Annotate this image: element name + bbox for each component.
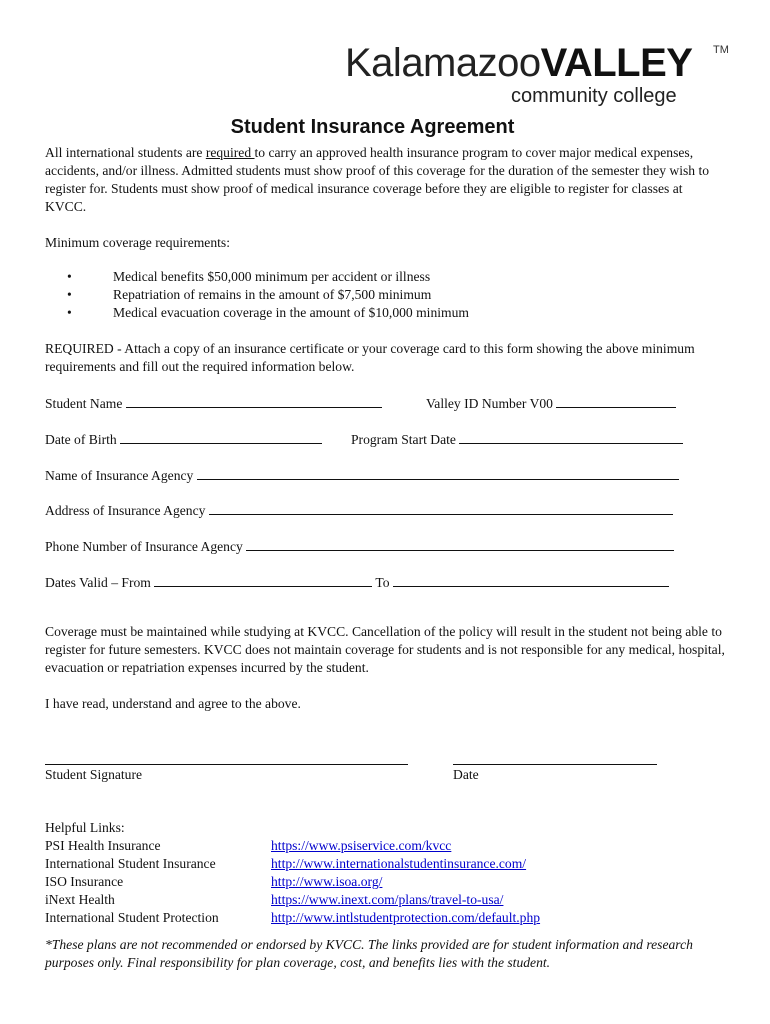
date-label: Date bbox=[453, 767, 479, 782]
program-start-label: Program Start Date bbox=[351, 432, 456, 447]
agency-phone-row bbox=[45, 537, 674, 556]
link-name: ISO Insurance bbox=[45, 874, 124, 889]
agency-name-field[interactable] bbox=[197, 466, 679, 480]
agency-address-row bbox=[45, 501, 673, 520]
logo-trademark: TM bbox=[713, 44, 729, 56]
intro-pre: All international students are bbox=[45, 145, 206, 160]
agency-address-field[interactable] bbox=[209, 501, 673, 515]
dates-to-label: To bbox=[375, 575, 390, 590]
helpful-links-heading: Helpful Links: bbox=[45, 820, 125, 835]
program-start-field[interactable] bbox=[459, 430, 683, 444]
link-international-student-insurance[interactable]: http://www.internationalstudentinsurance.com/ bbox=[271, 856, 527, 871]
requirements-list bbox=[45, 268, 725, 322]
intro-paragraph bbox=[45, 144, 725, 216]
requirement-item: • Repatriation of remains in the amount of $7,500 minimum bbox=[67, 287, 432, 302]
dob-field[interactable] bbox=[120, 430, 322, 444]
required-note: REQUIRED - Attach a copy of an insurance certificate or your coverage card to this form showing the above minimum requirements and fill out the required information below. bbox=[45, 341, 695, 374]
agency-phone-label: Phone Number of Insurance Agency bbox=[45, 539, 243, 554]
page-title: Student Insurance Agreement bbox=[230, 116, 515, 138]
valley-id-field[interactable] bbox=[556, 394, 676, 408]
dates-from-field[interactable] bbox=[154, 573, 372, 587]
intro-required: required bbox=[205, 145, 255, 160]
link-name: International Student Insurance bbox=[45, 856, 216, 871]
coverage-note: Coverage must be maintained while studying at KVCC. Cancellation of the policy will result in the student not being able to register for future semesters. KVCC does not maintain coverage for students and is not responsible for any medical, hospital, evacuation or repatriation expenses incurred by the student. bbox=[45, 624, 725, 675]
dob-row bbox=[45, 430, 322, 449]
agency-name-label: Name of Insurance Agency bbox=[45, 468, 194, 483]
link-intl-student-protection[interactable]: http://www.intlstudentprotection.com/default.php bbox=[271, 910, 541, 925]
intro-post: to carry an approved health insurance program to cover major medical expenses, accidents, and/or illness. Admitted students must show proof of this coverage for the duration of the semester they wish to register for. Students must show proof of medical insurance coverage before they are eligible to register for classes at KVCC. bbox=[45, 145, 710, 214]
logo-subtitle: community college bbox=[511, 85, 677, 107]
dates-from-label: Dates Valid – From bbox=[45, 575, 151, 590]
program-start-row bbox=[351, 430, 683, 449]
disclaimer: *These plans are not recommended or endorsed by KVCC. The links provided are for student information and research purposes only. Final responsibility for plan coverage, cost, and benefits lies with the student. bbox=[45, 937, 693, 970]
student-name-row bbox=[45, 394, 382, 413]
logo-valley: VALLEY bbox=[540, 41, 693, 85]
dob-label: Date of Birth bbox=[45, 432, 117, 447]
link-iso[interactable]: http://www.isoa.org/ bbox=[271, 874, 383, 889]
bullet-icon: • bbox=[67, 287, 72, 302]
bullet-icon: • bbox=[67, 269, 72, 284]
link-inext[interactable]: https://www.inext.com/plans/travel-to-usa/ bbox=[271, 892, 504, 907]
college-logo bbox=[345, 40, 735, 112]
student-name-label: Student Name bbox=[45, 396, 123, 411]
min-coverage-heading: Minimum coverage requirements: bbox=[45, 235, 230, 250]
agency-address-label: Address of Insurance Agency bbox=[45, 503, 206, 518]
dates-valid-row bbox=[45, 573, 669, 592]
agreement-statement: I have read, understand and agree to the above. bbox=[45, 696, 301, 711]
agency-phone-field[interactable] bbox=[246, 537, 674, 551]
logo-kalamazoo: Kalamazoo bbox=[345, 41, 541, 85]
date-line[interactable] bbox=[453, 764, 657, 765]
student-name-field[interactable] bbox=[126, 394, 382, 408]
signature-label: Student Signature bbox=[45, 767, 143, 782]
bullet-icon: • bbox=[67, 305, 72, 320]
signature-line[interactable] bbox=[45, 764, 408, 765]
dates-to-field[interactable] bbox=[393, 573, 669, 587]
link-name: International Student Protection bbox=[45, 910, 219, 925]
logo-wordmark bbox=[345, 40, 692, 86]
link-name: PSI Health Insurance bbox=[45, 838, 161, 853]
link-name: iNext Health bbox=[45, 892, 115, 907]
agency-name-row bbox=[45, 466, 679, 485]
requirement-item: • Medical evacuation coverage in the amount of $10,000 minimum bbox=[67, 305, 469, 320]
link-psi[interactable]: https://www.psiservice.com/kvcc bbox=[271, 838, 452, 853]
valley-id-label: Valley ID Number V00 bbox=[426, 396, 553, 411]
requirement-item: • Medical benefits $50,000 minimum per accident or illness bbox=[67, 269, 431, 284]
valley-id-row bbox=[426, 394, 676, 413]
